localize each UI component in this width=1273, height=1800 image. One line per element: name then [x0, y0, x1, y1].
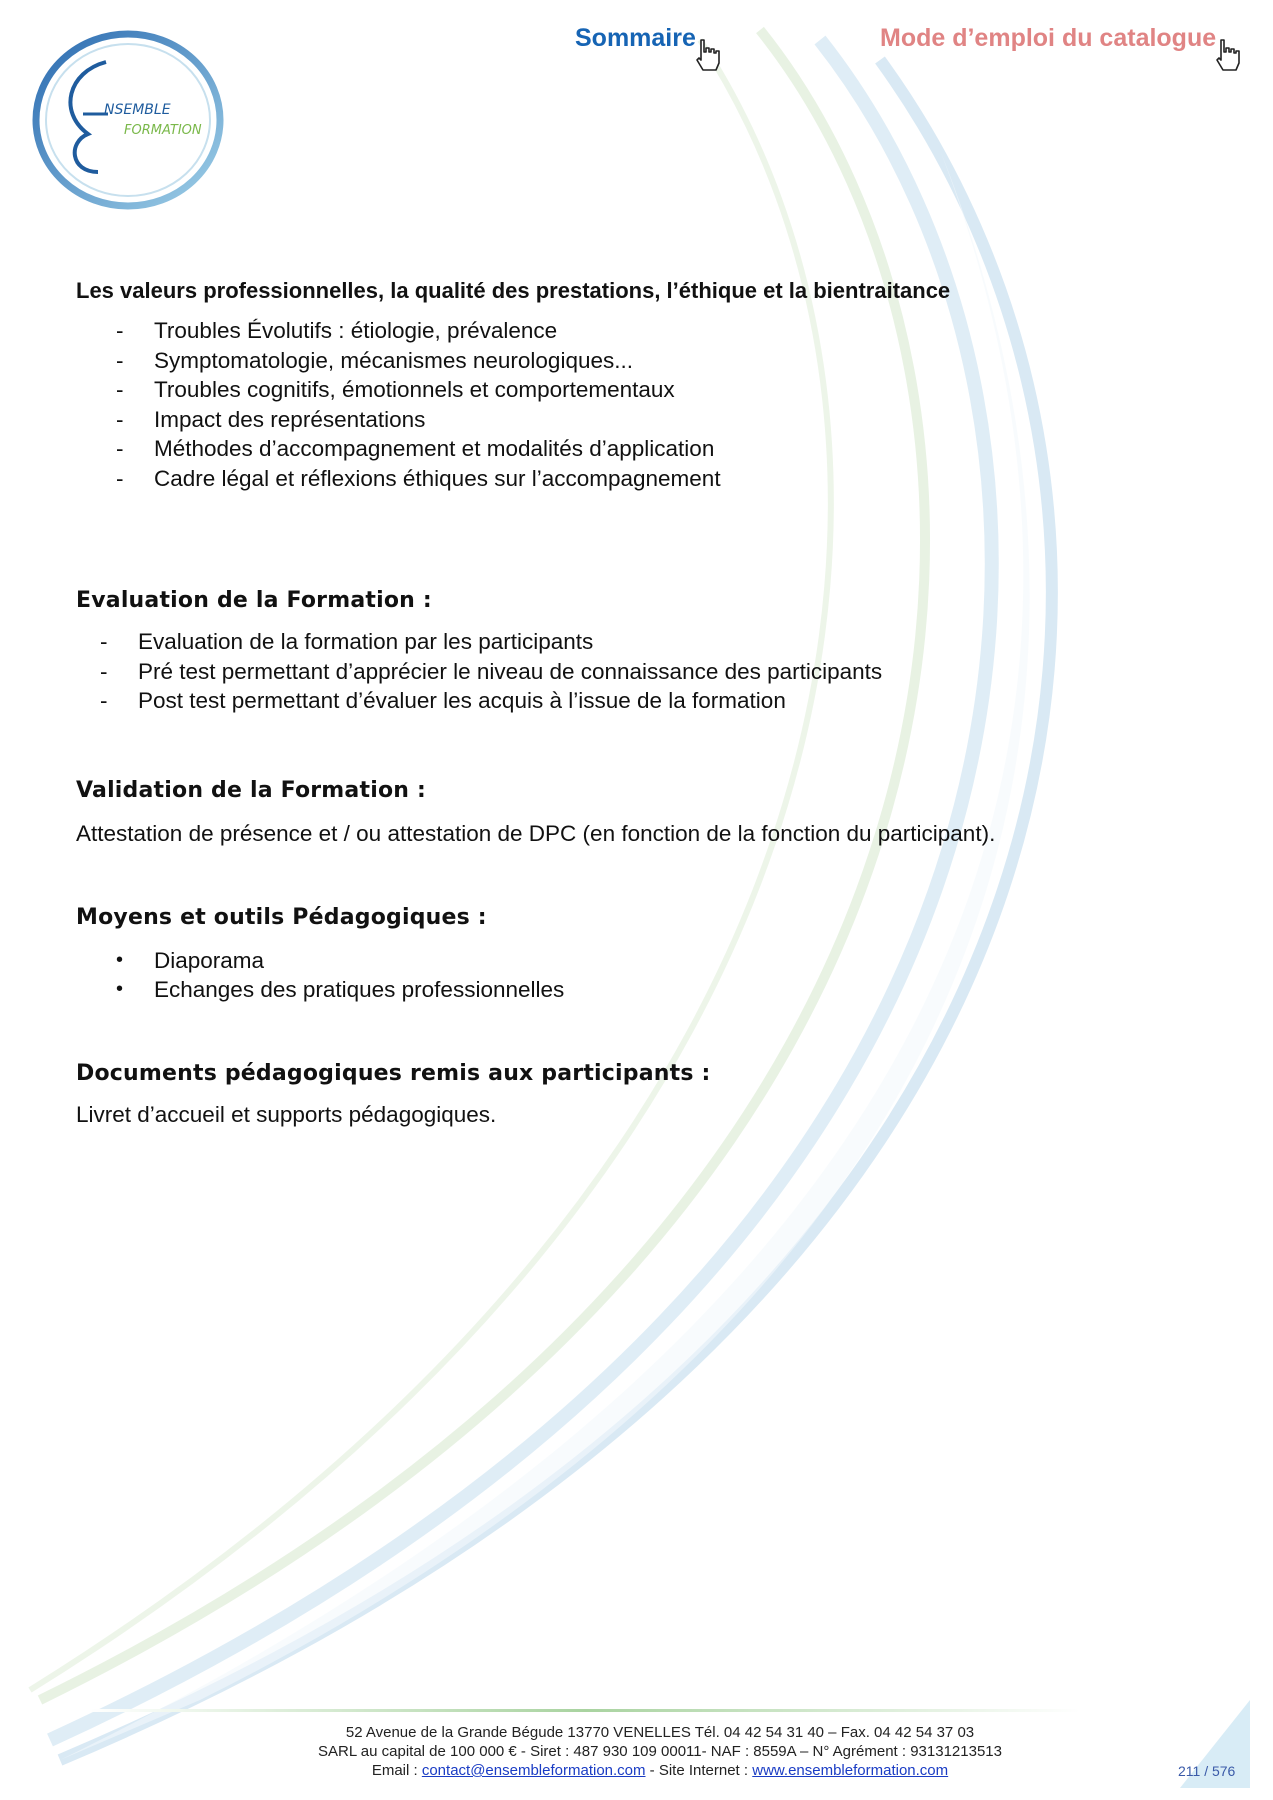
ensemble-formation-logo — [28, 22, 238, 212]
list-item: • Diaporama — [76, 946, 1176, 976]
mode-emploi-link[interactable] — [880, 24, 1242, 72]
pointer-hand-icon — [692, 38, 722, 72]
footer-company-info: SARL au capital de 100 000 € - Siret : 487 930 109 00011- NAF : 8559A – N° Agrément : 93131213513 — [318, 1743, 1002, 1760]
list-item: - Cadre légal et réflexions éthiques sur l’accompagnement — [76, 464, 1176, 494]
section-title-documents: Documents pédagogiques remis aux participants : — [76, 1060, 711, 1086]
logo-text-formation: FORMATION — [124, 123, 202, 138]
list-item: - Troubles Évolutifs : étiologie, prévalence — [76, 316, 1176, 346]
documents-text: Livret d’accueil et supports pédagogiques. — [76, 1101, 497, 1127]
list-item: - Symptomatologie, mécanismes neurologiques... — [76, 346, 1176, 376]
list-item: • Echanges des pratiques professionnelles — [76, 975, 1176, 1005]
section-title-validation: Validation de la Formation : — [76, 777, 426, 803]
sommaire-label: Sommaire — [575, 24, 696, 52]
email-link[interactable]: contact@ensembleformation.com — [421, 1762, 646, 1779]
list-item: - Pré test permettant d’apprécier le niveau de connaissance des participants — [76, 657, 1176, 687]
footer-rule — [90, 1708, 1080, 1714]
moyens-list — [76, 946, 1176, 1005]
validation-text: Attestation de présence et / ou attestation de DPC (en fonction de la fonction du participant). — [76, 820, 996, 846]
list-item: - Troubles cognitifs, émotionnels et comportementaux — [76, 375, 1176, 405]
section-title-evaluation: Evaluation de la Formation : — [76, 588, 432, 613]
page-content — [76, 278, 1176, 1128]
list-item: - Impact des représentations — [76, 405, 1176, 435]
logo-text-ensemble: NSEMBLE — [104, 102, 171, 118]
footer-address: 52 Avenue de la Grande Bégude 13770 VENELLES Tél. 04 42 54 31 40 – Fax. 04 42 54 37 03 — [345, 1724, 975, 1741]
section-title-moyens: Moyens et outils Pédagogiques : — [76, 904, 487, 930]
page-number: 211 / 576 — [1178, 1763, 1236, 1779]
section-title-valeurs: Les valeurs professionnelles, la qualité des prestations, l’éthique et la bientraitance — [76, 278, 951, 303]
valeurs-list — [76, 316, 1176, 493]
footer — [200, 1723, 1120, 1780]
footer-contact — [200, 1761, 1120, 1780]
email-label: Email : — [371, 1762, 422, 1779]
sommaire-link[interactable] — [575, 24, 722, 72]
mode-emploi-label: Mode d’emploi du catalogue — [880, 24, 1217, 52]
list-item: - Méthodes d’accompagnement et modalités d’application — [76, 434, 1176, 464]
list-item: - Evaluation de la formation par les participants — [76, 627, 1176, 657]
site-label: - Site Internet : — [645, 1762, 753, 1779]
pointer-hand-icon — [1212, 38, 1242, 72]
list-item: - Post test permettant d’évaluer les acquis à l’issue de la formation — [76, 686, 1176, 716]
website-link[interactable]: www.ensembleformation.com — [752, 1762, 949, 1779]
evaluation-list — [76, 627, 1176, 716]
